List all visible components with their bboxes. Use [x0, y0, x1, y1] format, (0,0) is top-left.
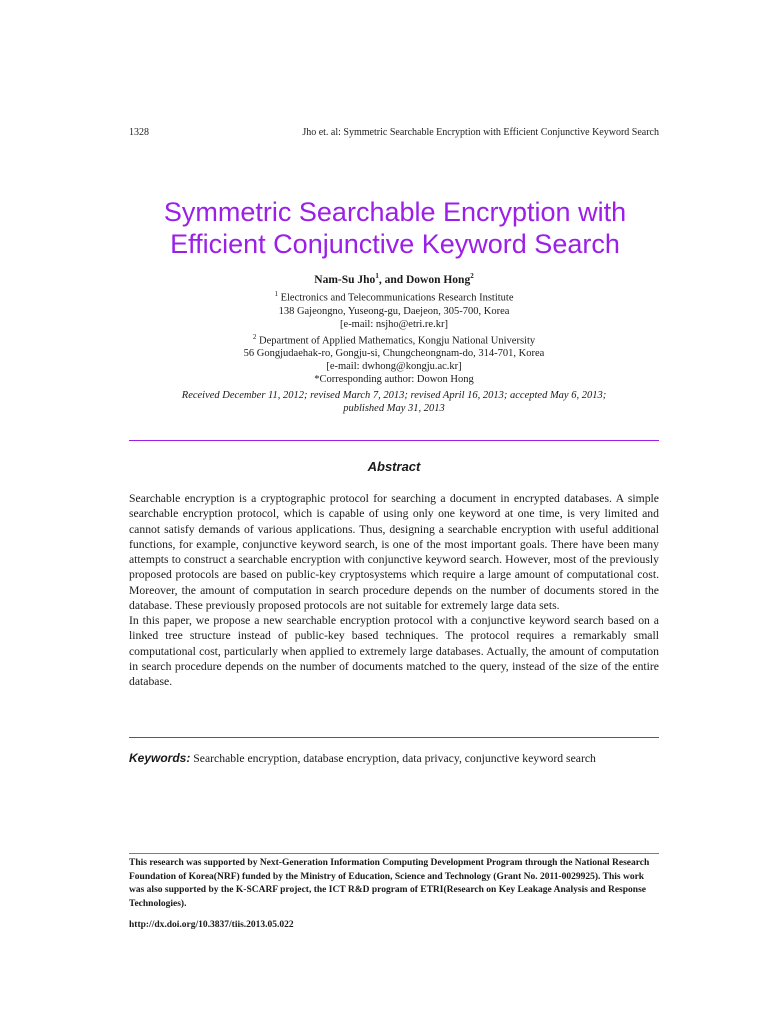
abstract-paragraph: Searchable encryption is a cryptographic protocol for searching a document in encrypted databases. A simple searchable encryption protocol, which is capable of using only one keyword at one time, is very limited and cannot satisfy demands of various applications. Thus, designing a searchable encryption with useful additional functions, for example, conjunctive keyword search, is one of the most important goals. There have been many attempts to construct a searchable encryption with conjunctive keyword search. However, most of the previously proposed protocols are based on public-key cryptosystems which require a large amount of computational cost. Moreover, the amount of computation in search procedure depends on the number of documents stored in the database. These previously proposed protocols are not suitable for extremely large data sets. — [129, 492, 659, 612]
author-separator: , and — [378, 273, 406, 286]
keywords-text: Searchable encryption, database encryption, data privacy, conjunctive keyword search — [193, 752, 596, 765]
abstract-heading: Abstract — [367, 459, 421, 474]
affiliation-1-email: [e-mail: nsjho@etri.re.kr] — [340, 318, 448, 330]
author-name: Nam-Su Jho — [314, 273, 376, 286]
footnote-divider — [129, 853, 659, 854]
affiliation-2-address: 56 Gongjudaehak-ro, Gongju-si, Chungcheongnam-do, 314-701, Korea — [243, 348, 545, 359]
abstract-paragraph: In this paper, we propose a new searchable encryption protocol with a conjunctive keyword search based on a linked tree structure instead of public-key based techniques. The protocol requires a remarkably small computational cost, particularly when applied to extremely large databases. Actually, the amount of computation in search procedure depends on the number of documents matched to the query, instead of the size of the entire database. — [129, 614, 659, 688]
affiliation-2-name: $^2$ Department of Applied Mathematics, Kongju National University — [252, 332, 536, 346]
running-head-title: Jho et. al: Symmetric Searchable Encryption with Efficient Conjunctive Keyword Search — [302, 127, 659, 138]
author-list — [129, 272, 659, 286]
dates-line-2: published May 31, 2013 — [343, 403, 445, 414]
author-affiliation-mark: 2 — [470, 272, 474, 280]
affiliation-mark: 1 — [274, 290, 278, 298]
title-line-2: Efficient Conjunctive Keyword Search — [170, 229, 620, 259]
publication-dates — [129, 389, 659, 415]
author-name: Dowon Hong — [405, 273, 471, 286]
affiliation-2-email: [e-mail: dwhong@kongju.ac.kr] — [326, 361, 462, 372]
section-divider — [129, 440, 659, 441]
affiliation-1-address: 138 Gajeongno, Yuseong-gu, Daejeon, 305-700, Korea — [278, 305, 510, 317]
paper-title — [100, 196, 690, 260]
affiliations — [129, 288, 659, 386]
author-affiliation-mark: 1 — [375, 272, 379, 280]
affiliation-1-name: $^1$ Electronics and Telecommunications Research Institute — [274, 290, 514, 304]
affiliation-mark: 2 — [252, 332, 257, 341]
doi-link[interactable]: http://dx.doi.org/10.3837/tiis.2013.05.022 — [129, 920, 294, 930]
keywords — [129, 751, 659, 767]
funding-footnote: This research was supported by Next-Generation Information Computing Development Program through the National Research Foundation of Korea(NRF) funded by the Ministry of Education, Science and Technology (Grant No. 2011-0029925). This work was also supported by the K-SCARF project, the ICT R&D program of ETRI(Research on Key Leakage Analysis and Response Technologies). — [129, 858, 650, 909]
title-line-1: Symmetric Searchable Encryption with — [163, 197, 627, 227]
dates-line-1: Received December 11, 2012; revised March 7, 2013; revised April 16, 2013; accepted May 6, 2013; — [181, 390, 607, 401]
abstract-body — [129, 491, 659, 689]
section-divider — [129, 737, 659, 738]
page-number: 1328 — [129, 127, 149, 138]
corresponding-author: *Corresponding author: Dowon Hong — [314, 374, 474, 385]
keywords-label: Keywords: — [129, 751, 191, 765]
